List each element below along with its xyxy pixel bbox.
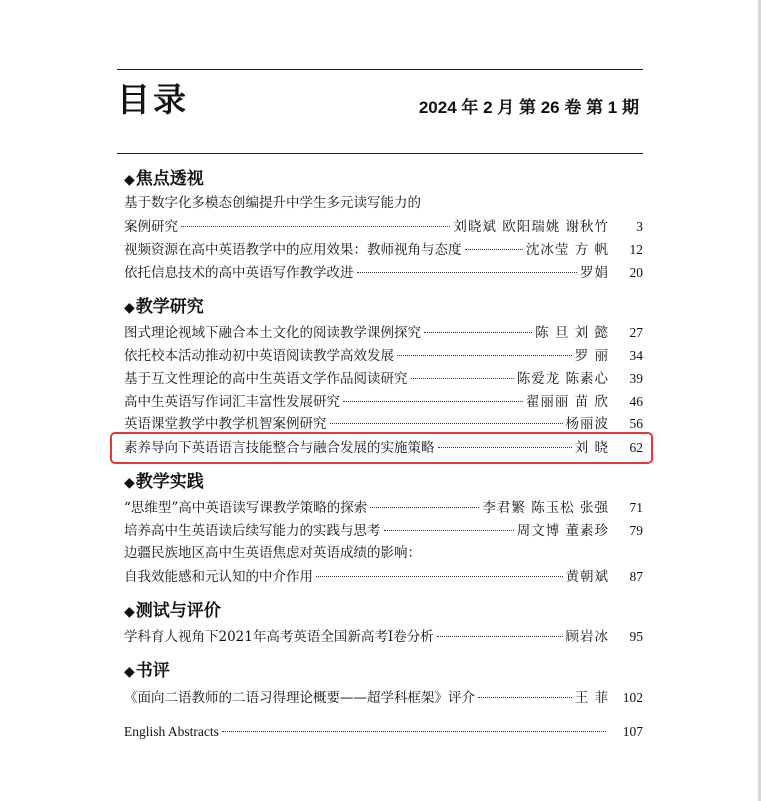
section-heading: ◆焦点透视 xyxy=(124,169,204,189)
entry-authors: 刘晓斌 欧阳瑞姚 谢秋竹 xyxy=(453,219,609,235)
entry-page: 34 xyxy=(629,348,643,363)
toc-entry[interactable] xyxy=(124,368,643,389)
top-rule xyxy=(117,69,643,70)
entry-authors: 沈冰莹 方 帆 xyxy=(525,242,609,258)
page-title: 目录 xyxy=(117,80,189,119)
leader-dots xyxy=(424,332,532,333)
entry-title: 英语课堂教学中教学机智案例研究 xyxy=(124,416,327,432)
issue-info: 2024 年 2 月 第 26 卷 第 1 期 xyxy=(418,98,639,117)
entry-page: 71 xyxy=(629,500,643,515)
toc-entry-line: 边疆民族地区高中生英语焦虑对英语成绩的影响： xyxy=(124,545,421,561)
leader-dots xyxy=(316,576,563,577)
entry-title: 学科育人视角下2021年高考英语全国新高考I卷分析 xyxy=(124,629,434,645)
section-heading: ◆书评 xyxy=(124,661,170,681)
entry-title: 高中生英语写作词汇丰富性发展研究 xyxy=(124,394,340,410)
entry-page: 107 xyxy=(622,724,643,739)
toc-entry[interactable] xyxy=(124,391,643,412)
entry-authors: 顾岩冰 xyxy=(565,629,609,645)
toc-entry[interactable] xyxy=(124,520,643,541)
leader-dots xyxy=(478,697,572,698)
diamond-icon: ◆ xyxy=(124,475,135,491)
header-rule xyxy=(117,153,643,154)
leader-dots xyxy=(330,423,563,424)
toc-entry[interactable] xyxy=(124,626,643,647)
entry-page: 12 xyxy=(629,242,643,257)
leader-dots xyxy=(222,731,606,732)
leader-dots xyxy=(411,378,514,379)
toc-entry[interactable] xyxy=(124,687,643,708)
entry-authors: 杨丽波 xyxy=(565,416,609,432)
toc-entry[interactable] xyxy=(124,345,643,366)
entry-title: 基于互文性理论的高中生英语文学作品阅读研究 xyxy=(124,371,408,387)
leader-dots xyxy=(181,226,450,227)
toc-entry-abstracts[interactable] xyxy=(124,721,643,742)
diamond-icon: ◆ xyxy=(124,172,135,188)
entry-authors: 罗娟 xyxy=(580,265,609,281)
section-heading: ◆测试与评价 xyxy=(124,601,221,621)
toc-entry[interactable] xyxy=(124,566,643,587)
toc-entry[interactable] xyxy=(124,262,643,283)
entry-title: 培养高中生英语读后续写能力的实践与思考 xyxy=(124,523,381,539)
leader-dots xyxy=(437,636,563,637)
entry-page: 46 xyxy=(629,394,643,409)
leader-dots xyxy=(465,249,523,250)
section-heading: ◆教学实践 xyxy=(124,472,204,492)
entry-page: 102 xyxy=(622,690,643,705)
section-heading: ◆教学研究 xyxy=(124,297,204,317)
leader-dots xyxy=(357,272,578,273)
entry-authors: 李君繁 陈玉松 张强 xyxy=(482,500,609,516)
entry-title: 依托校本活动推动初中英语阅读教学高效发展 xyxy=(124,348,394,364)
toc-entry[interactable] xyxy=(124,239,643,260)
toc-entry-line: 基于数字化多模态创编提升中学生多元读写能力的 xyxy=(124,195,421,211)
entry-page: 87 xyxy=(629,569,643,584)
entry-title: 视频资源在高中英语教学中的应用效果：教师视角与态度 xyxy=(124,242,462,258)
leader-dots xyxy=(370,507,479,508)
diamond-icon: ◆ xyxy=(124,664,135,680)
entry-authors: 王 菲 xyxy=(574,690,609,706)
entry-page: 62 xyxy=(629,440,643,455)
entry-page: 20 xyxy=(629,265,643,280)
entry-authors: 翟丽丽 苗 欣 xyxy=(525,394,609,410)
leader-dots xyxy=(397,355,572,356)
entry-title: 案例研究 xyxy=(124,219,178,235)
diamond-icon: ◆ xyxy=(124,604,135,620)
diamond-icon: ◆ xyxy=(124,300,135,316)
entry-authors: 刘 晓 xyxy=(574,440,609,456)
entry-title: 《面向二语教师的二语习得理论概要——超学科框架》评介 xyxy=(124,690,475,706)
entry-page: 95 xyxy=(629,629,643,644)
toc-entry[interactable] xyxy=(124,413,643,434)
entry-page: 27 xyxy=(629,325,643,340)
entry-title: 依托信息技术的高中英语写作教学改进 xyxy=(124,265,354,281)
entry-authors: 罗 丽 xyxy=(574,348,609,364)
entry-title: “思维型”高中英语读写课教学策略的探索 xyxy=(124,500,368,516)
leader-dots xyxy=(343,401,523,402)
entry-title: 自我效能感和元认知的中介作用 xyxy=(124,569,313,585)
entry-authors: 陈爱龙 陈素心 xyxy=(516,371,609,387)
entry-page: 3 xyxy=(636,219,643,234)
entry-title: 素养导向下英语语言技能整合与融合发展的实施策略 xyxy=(124,440,435,456)
entry-authors: 黄朝斌 xyxy=(565,569,609,585)
entry-title: English Abstracts xyxy=(124,724,219,739)
entry-page: 39 xyxy=(629,371,643,386)
highlight-box xyxy=(110,432,653,464)
entry-authors: 周文博 董素珍 xyxy=(516,523,609,539)
entry-page: 79 xyxy=(629,523,643,538)
leader-dots xyxy=(384,530,514,531)
toc-entry[interactable] xyxy=(124,216,643,237)
entry-title: 图式理论视域下融合本土文化的阅读教学课例探究 xyxy=(124,325,421,341)
toc-entry[interactable] xyxy=(124,497,643,518)
toc-entry[interactable] xyxy=(124,322,643,343)
entry-page: 56 xyxy=(629,416,643,431)
entry-authors: 陈 旦 刘 懿 xyxy=(535,325,609,341)
